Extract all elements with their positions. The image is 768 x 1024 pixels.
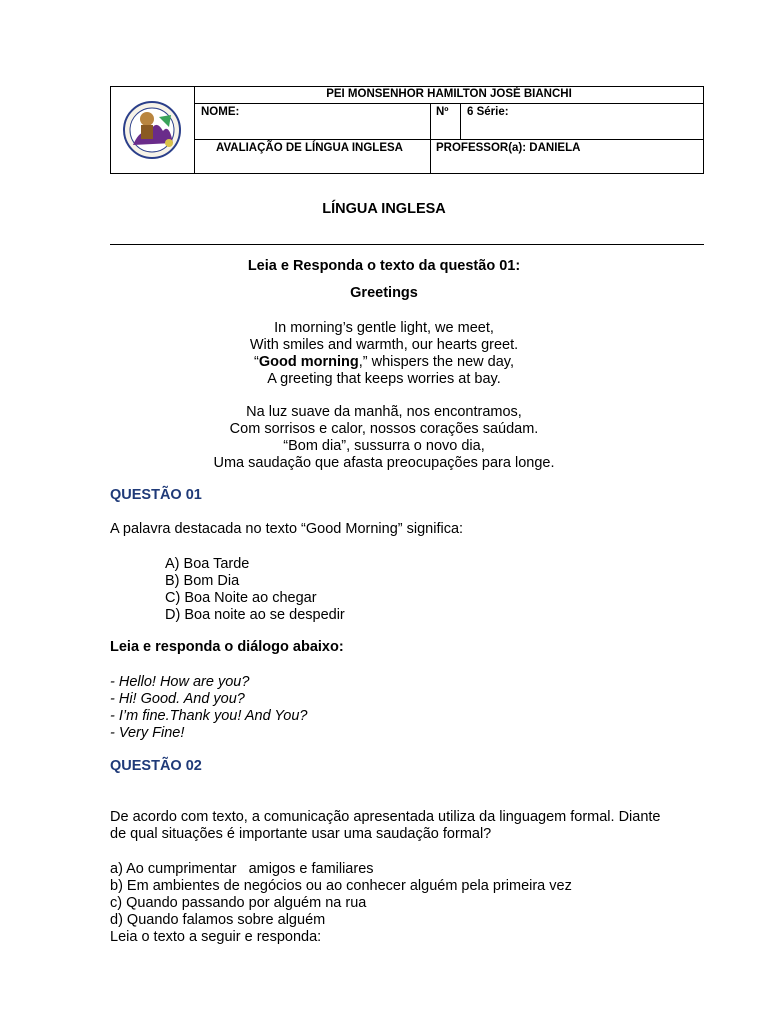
header-table [110, 86, 704, 174]
poem-en-line3-rest: ,” whispers the new day, [358, 354, 514, 370]
q2-option-d[interactable]: d) Quando falamos sobre alguém [110, 912, 326, 928]
dialog-line-4: - Very Fine! [110, 725, 185, 741]
school-logo-icon [111, 87, 194, 173]
q2-prompt-line2: de qual situações é importante usar uma saudação formal? [110, 826, 492, 842]
dialog-instruction: Leia e responda o diálogo abaixo: [110, 639, 344, 655]
instruction-q1: Leia e Responda o texto da questão 01: [247, 258, 521, 274]
dialog-line-3: - I’m fine.Thank you! And You? [110, 708, 308, 724]
divider [110, 244, 704, 245]
poem-pt-line3: “Bom dia”, sussurra o novo dia, [283, 438, 485, 454]
q1-option-a[interactable]: A) Boa Tarde [165, 556, 250, 572]
poem-pt-line2: Com sorrisos e calor, nossos corações saúdam. [229, 421, 539, 437]
dialog-line-1: - Hello! How are you? [110, 674, 250, 690]
q2-label: QUESTÃO 02 [110, 758, 202, 774]
subject-title: LÍNGUA INGLESA [322, 201, 446, 217]
poem-en-line3 [0, 354, 768, 370]
next-instruction: Leia o texto a seguir e responda: [110, 929, 322, 945]
teacher-label: PROFESSOR(a): DANIELA [436, 142, 581, 154]
logo-cell [111, 87, 195, 173]
q1-option-c[interactable]: C) Boa Noite ao chegar [165, 590, 317, 606]
poem-pt-line4: Uma saudação que afasta preocupações para longe. [213, 455, 555, 471]
poem-title: Greetings [350, 285, 418, 301]
assessment-label: AVALIAÇÃO DE LÍNGUA INGLESA [216, 142, 403, 154]
q1-prompt: A palavra destacada no texto “Good Morning” significa: [110, 521, 464, 537]
poem-pt-line1: Na luz suave da manhã, nos encontramos, [246, 404, 522, 420]
poem-en-line4: A greeting that keeps worries at bay. [267, 371, 501, 387]
quote-open: “ [254, 354, 259, 370]
name-label: NOME: [201, 106, 240, 118]
poem-en-line2: With smiles and warmth, our hearts greet. [249, 337, 519, 353]
q2-option-c[interactable]: c) Quando passando por alguém na rua [110, 895, 367, 911]
q1-label: QUESTÃO 01 [110, 487, 202, 503]
school-name: PEI MONSENHOR HAMILTON JOSÉ BIANCHI [326, 88, 572, 100]
poem-en-line1: In morning’s gentle light, we meet, [274, 320, 494, 336]
q1-option-b[interactable]: B) Bom Dia [165, 573, 240, 589]
q2-option-b[interactable]: b) Em ambientes de negócios ou ao conhecer alguém pela primeira vez [110, 878, 572, 894]
q1-option-d[interactable]: D) Boa noite ao se despedir [165, 607, 345, 623]
dialog-line-2: - Hi! Good. And you? [110, 691, 245, 707]
grade-label: 6 Série: [467, 106, 509, 118]
q2-option-a[interactable]: a) Ao cumprimentar amigos e familiares [110, 861, 374, 877]
good-morning-highlight: Good morning [258, 354, 359, 370]
q2-prompt-line1: De acordo com texto, a comunicação apresentada utiliza da linguagem formal. Diante [110, 809, 661, 825]
number-label: Nº [436, 106, 449, 118]
